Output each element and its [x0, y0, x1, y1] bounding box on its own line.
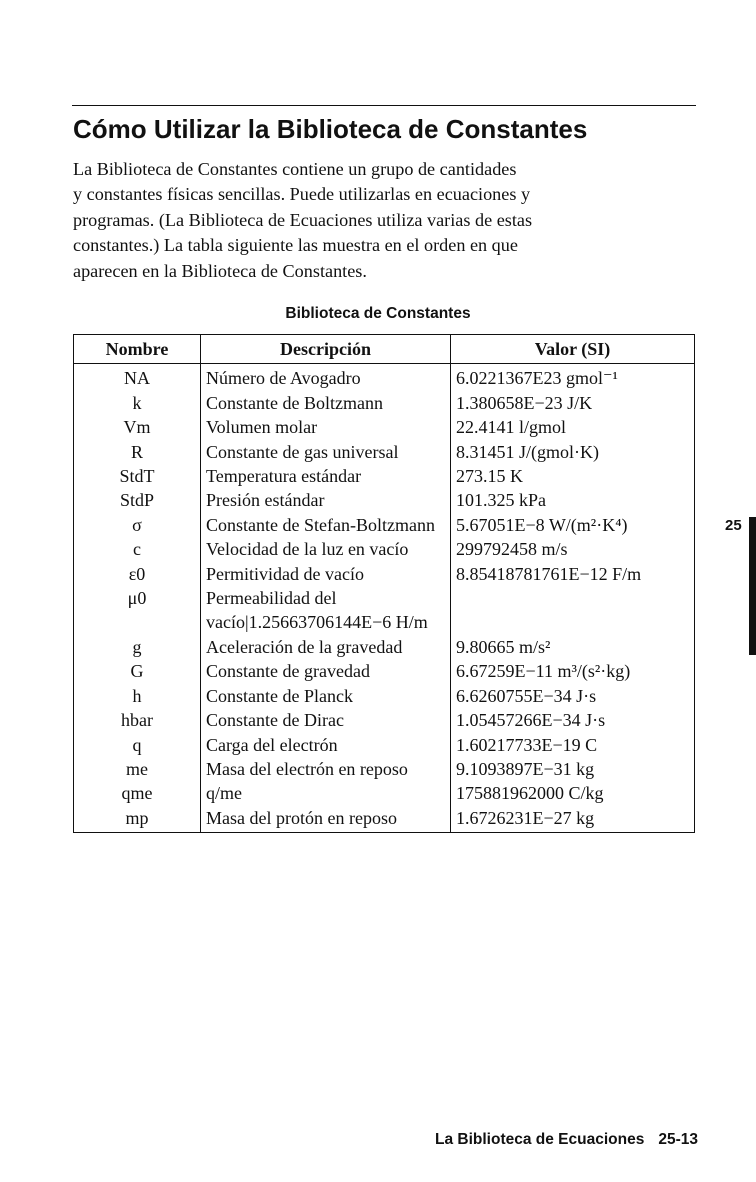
page-footer [435, 1130, 698, 1150]
table-row [74, 562, 695, 586]
constant-value: 9.1093897E−31 kg [451, 757, 695, 781]
constant-value: 175881962000 C/kg [451, 781, 695, 805]
table-row [74, 806, 695, 833]
table-row [74, 781, 695, 805]
constant-value: 299792458 m/s [451, 537, 695, 561]
table-body [74, 364, 695, 833]
header-nombre: Nombre [74, 335, 201, 364]
constant-description: Número de Avogadro [201, 364, 451, 391]
table-header-row [74, 335, 695, 364]
footer-page-number: 25-13 [658, 1131, 698, 1148]
constant-description: Presión estándar [201, 488, 451, 512]
table-row [74, 757, 695, 781]
chapter-tab-bar [749, 517, 756, 655]
constant-value: 8.85418781761E−12 F/m [451, 562, 695, 586]
constant-name: StdT [74, 464, 201, 488]
constant-description: Constante de Dirac [201, 708, 451, 732]
constant-value: 101.325 kPa [451, 488, 695, 512]
constant-name: μ0 [74, 586, 201, 635]
intro-line: y constantes físicas sencillas. Puede utilizarlas en ecuaciones y [73, 184, 531, 205]
intro-line: constantes.) La tabla siguiente las muestra en el orden en que [73, 235, 518, 256]
chapter-tab-number: 25 [725, 517, 742, 534]
header-descripcion: Descripción [201, 335, 451, 364]
header-valor: Valor (SI) [451, 335, 695, 364]
section-title: Cómo Utilizar la Biblioteca de Constantes [73, 114, 588, 144]
constant-name: c [74, 537, 201, 561]
constant-name: qme [74, 781, 201, 805]
constant-description: Permitividad de vacío [201, 562, 451, 586]
intro-line: programas. (La Biblioteca de Ecuaciones utiliza varias de estas [73, 209, 533, 230]
constant-description: Constante de gravedad [201, 659, 451, 683]
constant-description: Masa del protón en reposo [201, 806, 451, 833]
constant-description: Constante de gas universal [201, 440, 451, 464]
table-row [74, 537, 695, 561]
table-row [74, 464, 695, 488]
table-row [74, 391, 695, 415]
constant-value: 273.15 K [451, 464, 695, 488]
constant-name: StdP [74, 488, 201, 512]
constant-description: Carga del electrón [201, 733, 451, 757]
table-row [74, 440, 695, 464]
table-caption: Biblioteca de Constantes [285, 305, 471, 322]
constant-name: Vm [74, 415, 201, 439]
constant-value: 6.67259E−11 m³/(s²·kg) [451, 659, 695, 683]
footer-chapter-title: La Biblioteca de Ecuaciones [435, 1131, 645, 1148]
table-row [74, 488, 695, 512]
constant-description: Constante de Planck [201, 684, 451, 708]
table-row [74, 708, 695, 732]
constant-value: 1.60217733E−19 C [451, 733, 695, 757]
constant-name: hbar [74, 708, 201, 732]
constant-name: NA [74, 364, 201, 391]
constants-table [73, 334, 695, 833]
constant-name: k [74, 391, 201, 415]
constant-value: 6.0221367E23 gmol⁻¹ [451, 364, 695, 391]
constant-value: 8.31451 J/(gmol·K) [451, 440, 695, 464]
constant-value: 22.4141 l/gmol [451, 415, 695, 439]
top-rule [72, 105, 696, 106]
constant-name: g [74, 635, 201, 659]
table-row [74, 586, 695, 635]
constant-value [451, 586, 695, 635]
intro-line: aparecen en la Biblioteca de Constantes. [73, 260, 367, 281]
constant-description: Masa del electrón en reposo [201, 757, 451, 781]
constant-name: G [74, 659, 201, 683]
constant-description: q/me [201, 781, 451, 805]
constant-value: 1.380658E−23 J/K [451, 391, 695, 415]
table-row [74, 513, 695, 537]
constant-name: R [74, 440, 201, 464]
constant-name: ε0 [74, 562, 201, 586]
constant-description: Aceleración de la gravedad [201, 635, 451, 659]
constant-name: q [74, 733, 201, 757]
constant-name: h [74, 684, 201, 708]
constant-description: Constante de Boltzmann [201, 391, 451, 415]
constant-description: Velocidad de la luz en vacío [201, 537, 451, 561]
table-row [74, 635, 695, 659]
constant-value: 1.05457266E−34 J·s [451, 708, 695, 732]
constant-value: 5.67051E−8 W/(m²·K⁴) [451, 513, 695, 537]
table-row [74, 364, 695, 391]
table-row [74, 733, 695, 757]
table-row [74, 659, 695, 683]
table-row [74, 684, 695, 708]
constant-value: 1.6726231E−27 kg [451, 806, 695, 833]
intro-paragraph [73, 157, 673, 284]
constant-description: Constante de Stefan-Boltzmann [201, 513, 451, 537]
constant-description: Temperatura estándar [201, 464, 451, 488]
table-row [74, 415, 695, 439]
intro-line: La Biblioteca de Constantes contiene un grupo de cantidades [73, 159, 517, 179]
constant-name: σ [74, 513, 201, 537]
constant-value: 6.6260755E−34 J·s [451, 684, 695, 708]
constant-description: Permeabilidad del vacío|1.25663706144E−6 H/m [201, 586, 451, 635]
constant-description: Volumen molar [201, 415, 451, 439]
constant-name: mp [74, 806, 201, 833]
constant-name: me [74, 757, 201, 781]
constant-value: 9.80665 m/s² [451, 635, 695, 659]
